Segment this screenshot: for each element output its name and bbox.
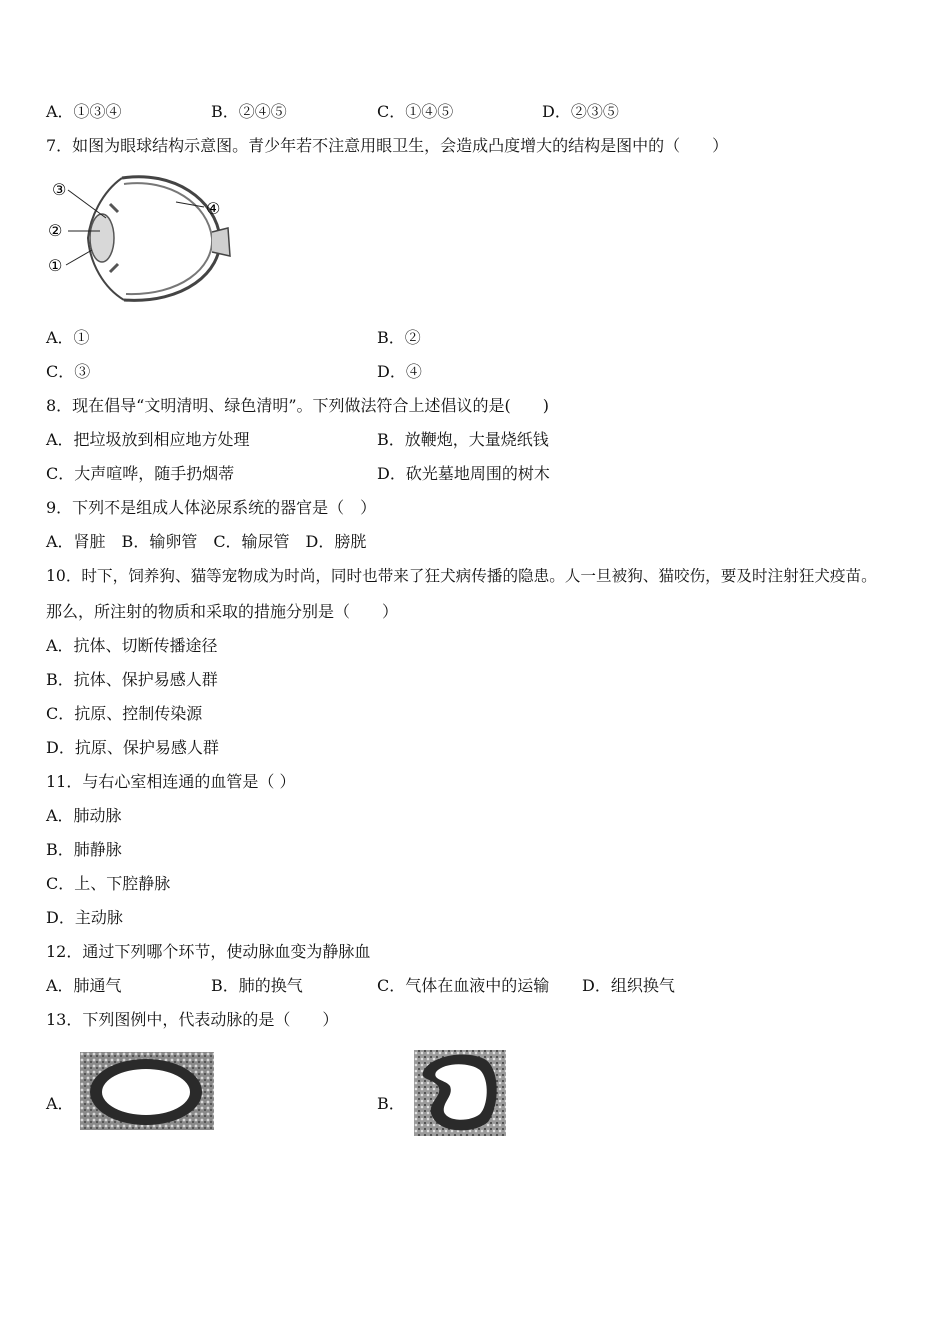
- q12-option-c: C．气体在血液中的运输: [377, 976, 550, 995]
- q11-option-c: C．上、下腔静脉: [46, 874, 171, 893]
- artery-cross-section-image: [80, 1052, 214, 1130]
- q10-option-a: A．抗体、切断传播途径: [46, 636, 218, 655]
- q6-option-a: A．①③④: [46, 102, 122, 121]
- q10-option-b: B．抗体、保护易感人群: [46, 670, 218, 689]
- q8-option-a: A．把垃圾放到相应地方处理: [46, 430, 250, 449]
- eye-label-2: ②: [48, 221, 63, 240]
- eyeball-diagram: [44, 172, 234, 307]
- q10-stem-line2: 那么，所注射的物质和采取的措施分别是（ ）: [46, 602, 399, 621]
- q6-option-d: D．②③⑤: [542, 102, 619, 121]
- q10-option-c: C．抗原、控制传染源: [46, 704, 203, 723]
- q10-option-d: D．抗原、保护易感人群: [46, 738, 219, 757]
- q7-option-c: C．③: [46, 362, 91, 381]
- q11-option-d: D．主动脉: [46, 908, 123, 927]
- eye-label-4: ④: [206, 199, 221, 218]
- q8-option-b: B．放鞭炮，大量烧纸钱: [377, 430, 549, 449]
- q12-option-a: A．肺通气: [46, 976, 122, 995]
- vein-cross-section-image: [414, 1050, 506, 1136]
- q12-stem: 12．通过下列哪个环节，使动脉血变为静脉血: [46, 942, 371, 961]
- eye-label-3: ③: [52, 180, 67, 199]
- q8-option-c: C．大声喧哗，随手扔烟蒂: [46, 464, 235, 483]
- eye-label-1: ①: [48, 256, 63, 275]
- q8-option-d: D．砍光墓地周围的树木: [377, 464, 550, 483]
- q12-option-b: B．肺的换气: [211, 976, 303, 995]
- q13-option-b: B．: [377, 1094, 405, 1113]
- q7-option-d: D．④: [377, 362, 422, 381]
- q11-option-a: A．肺动脉: [46, 806, 122, 825]
- q9-stem: 9．下列不是组成人体泌尿系统的器官是（ ）: [46, 498, 377, 517]
- q11-option-b: B．肺静脉: [46, 840, 122, 859]
- q7-option-b: B．②: [377, 328, 421, 347]
- q8-stem: 8．现在倡导“文明清明、绿色清明”。下列做法符合上述倡议的是( ): [46, 396, 550, 415]
- q6-option-c: C．①④⑤: [377, 102, 454, 121]
- q12-option-d: D．组织换气: [582, 976, 675, 995]
- q11-stem: 11．与右心室相连通的血管是（ ）: [46, 772, 296, 791]
- q10-stem-line1: 10．时下，饲养狗、猫等宠物成为时尚，同时也带来了狂犬病传播的隐患。人一旦被狗、猫咬伤，要及时注射狂犬疫苗。: [46, 567, 877, 585]
- q13-option-a: A．: [46, 1094, 74, 1113]
- q6-option-b: B．②④⑤: [211, 102, 287, 121]
- q13-stem: 13．下列图例中，代表动脉的是（ ）: [46, 1010, 339, 1029]
- q7-stem: 7．如图为眼球结构示意图。青少年若不注意用眼卫生，会造成凸度增大的结构是图中的（ ）: [46, 136, 729, 155]
- q9-options: A．肾脏 B．输卵管 C．输尿管 D．膀胱: [46, 532, 367, 551]
- q7-option-a: A．①: [46, 328, 90, 347]
